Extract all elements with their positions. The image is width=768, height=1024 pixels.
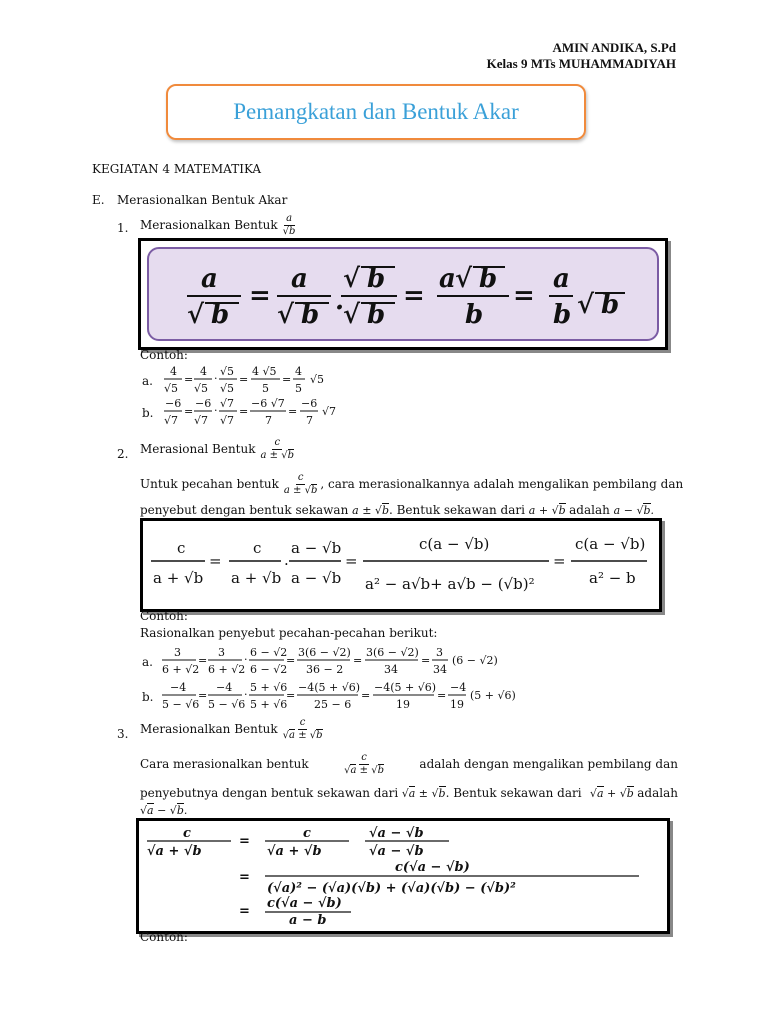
para2-expr-1: a ± √b <box>352 504 389 517</box>
svg-text:√5: √5 <box>220 382 235 395</box>
para2-expr-3: a − √b. <box>613 504 654 517</box>
svg-text:3: 3 <box>174 646 181 659</box>
svg-text:√7: √7 <box>164 414 179 427</box>
activity-heading: KEGIATAN 4 MATEMATIKA <box>92 162 262 176</box>
page-title: Pemangkatan dan Bentuk Akar <box>233 99 519 124</box>
svg-text:√: √ <box>277 300 295 330</box>
svg-text:=: = <box>553 552 566 570</box>
para3-expr-3: √a − √b. <box>140 804 188 817</box>
example-1b-math <box>162 396 362 428</box>
svg-text:√a − √b: √a − √b <box>369 844 424 859</box>
svg-text:a: a <box>553 264 570 294</box>
svg-text:7: 7 <box>306 414 313 427</box>
svg-text:a² − b: a² − b <box>589 569 636 587</box>
svg-text:=: = <box>513 281 535 311</box>
item-1-number: 1. <box>117 221 129 235</box>
svg-text:(6 − √2): (6 − √2) <box>452 654 498 667</box>
svg-text:7: 7 <box>265 414 272 427</box>
item-2-heading <box>140 437 297 461</box>
author-name: AMIN ANDIKA, S.Pd <box>552 40 676 55</box>
svg-text:4: 4 <box>200 365 207 378</box>
svg-text:−4(5 + √6): −4(5 + √6) <box>374 681 437 694</box>
para3-text-3: penyebutnya dengan bentuk sekawan dari <box>140 786 399 800</box>
svg-text:√5: √5 <box>310 373 325 386</box>
school-name: Kelas 9 MTs MUHAMMADIYAH <box>486 56 676 71</box>
svg-text:3(6 − √2): 3(6 − √2) <box>366 646 419 659</box>
svg-text:a: a <box>201 264 218 294</box>
svg-text:√a + √b: √a + √b <box>267 844 322 859</box>
svg-text:=: = <box>184 405 194 418</box>
svg-text:b: b <box>465 300 484 330</box>
example-2a-label: a. <box>142 655 153 669</box>
para2-text-1: Untuk pecahan bentuk <box>140 477 279 491</box>
svg-text:4: 4 <box>295 365 302 378</box>
svg-text:√7: √7 <box>322 405 337 418</box>
svg-text:=: = <box>286 689 296 702</box>
svg-text:=: = <box>239 870 250 885</box>
svg-text:c(a − √b): c(a − √b) <box>419 535 490 553</box>
svg-text:5 − √6: 5 − √6 <box>208 698 246 711</box>
svg-text:=: = <box>437 689 447 702</box>
example-1b-label: b. <box>142 406 154 420</box>
svg-text:=: = <box>198 689 208 702</box>
svg-text:6 − √2: 6 − √2 <box>250 663 288 676</box>
svg-text:5 + √6: 5 + √6 <box>250 681 288 694</box>
item-1-heading <box>140 213 298 237</box>
svg-text:·: · <box>244 688 248 701</box>
svg-text:3(6 − √2): 3(6 − √2) <box>298 646 351 659</box>
paragraph-2-line-2 <box>140 503 654 517</box>
svg-text:(5 + √6): (5 + √6) <box>470 689 516 702</box>
item-2-fraction: $\frac{c}{a \pm √b}$ <box>260 437 294 461</box>
para2-text-5: adalah <box>569 503 610 517</box>
svg-text:=: = <box>209 552 222 570</box>
formula-2-graphic <box>143 521 653 603</box>
svg-text:c: c <box>177 539 186 557</box>
item-2-label: Merasional Bentuk <box>140 442 256 456</box>
svg-text:=: = <box>403 281 425 311</box>
svg-text:√: √ <box>577 290 595 320</box>
svg-text:5 − √6: 5 − √6 <box>162 698 200 711</box>
formula-box-3 <box>136 818 670 934</box>
para2-fraction: $\frac{c}{a \pm √b}$ <box>283 472 318 496</box>
svg-text:a − b: a − b <box>289 913 327 925</box>
svg-text:6 + √2: 6 + √2 <box>162 663 200 676</box>
item-3-fraction: $\frac{c}{√a \pm √b}$ <box>282 717 323 741</box>
svg-text:c: c <box>253 539 262 557</box>
svg-text:√a + √b: √a + √b <box>147 844 202 859</box>
svg-text:=: = <box>184 373 194 386</box>
example-1a-label: a. <box>142 374 153 388</box>
svg-text:=: = <box>282 373 292 386</box>
para2-text-3: penyebut dengan bentuk sekawan <box>140 503 349 517</box>
svg-text:5: 5 <box>262 382 269 395</box>
svg-text:19: 19 <box>450 698 464 711</box>
svg-text:−6: −6 <box>165 397 182 410</box>
para3-text-5: adalah <box>637 786 678 800</box>
para2-text-4: . Bentuk sekawan dari <box>388 503 525 517</box>
paragraph-2-line-1 <box>140 472 684 496</box>
svg-text:=: = <box>239 373 249 386</box>
svg-text:19: 19 <box>396 698 410 711</box>
svg-text:a − √b: a − √b <box>291 539 342 557</box>
example-2a-math <box>160 644 560 678</box>
svg-text:=: = <box>361 689 371 702</box>
svg-text:=: = <box>288 405 298 418</box>
contoh-label-3: Contoh: <box>140 930 188 944</box>
example-2b-math <box>160 679 580 713</box>
svg-text:a − √b: a − √b <box>291 569 342 587</box>
item-3-label: Merasionalkan Bentuk <box>140 722 278 736</box>
svg-text:√5: √5 <box>164 382 179 395</box>
svg-text:a: a <box>439 264 456 294</box>
svg-text:=: = <box>353 654 363 667</box>
svg-text:b: b <box>301 300 320 330</box>
svg-text:=: = <box>249 281 271 311</box>
svg-text:·: · <box>214 404 218 417</box>
svg-text:=: = <box>239 904 250 919</box>
svg-text:√7: √7 <box>194 414 209 427</box>
svg-text:a + √b: a + √b <box>153 569 204 587</box>
item-1-label: Merasionalkan Bentuk <box>140 218 278 232</box>
svg-text:34: 34 <box>433 663 447 676</box>
svg-text:√a − √b: √a − √b <box>369 826 424 841</box>
para3-text-1: Cara merasionalkan bentuk <box>140 757 309 771</box>
svg-text:c(√a − √b): c(√a − √b) <box>267 896 342 911</box>
example-1a-math <box>162 364 342 396</box>
svg-text:=: = <box>345 552 358 570</box>
svg-text:6 + √2: 6 + √2 <box>208 663 246 676</box>
para3-fraction: $\frac{c}{√a \pm √b}$ <box>344 752 384 776</box>
svg-text:b: b <box>211 300 230 330</box>
svg-text:4 √5: 4 √5 <box>252 365 277 378</box>
svg-text:√5: √5 <box>194 382 209 395</box>
svg-text:5 + √6: 5 + √6 <box>250 698 288 711</box>
svg-text:a² − a√b+ a√b − (√b)²: a² − a√b+ a√b − (√b)² <box>365 575 535 593</box>
svg-text:=: = <box>239 405 249 418</box>
para3-expr-2: √a + √b <box>589 787 634 800</box>
svg-text:−4: −4 <box>450 681 467 694</box>
svg-text:·: · <box>244 653 248 666</box>
para2-text-2: , cara merasionalkannya adalah mengalikan pembilang dan <box>320 477 684 491</box>
item-2-number: 2. <box>117 447 129 461</box>
svg-text:c(√a − √b): c(√a − √b) <box>395 860 470 875</box>
svg-text:b: b <box>367 300 386 330</box>
svg-text:−4(5 + √6): −4(5 + √6) <box>298 681 361 694</box>
para2-expr-2: a + √b <box>528 504 566 517</box>
item-3-heading <box>140 717 326 741</box>
svg-text:4: 4 <box>170 365 177 378</box>
svg-text:=: = <box>286 654 296 667</box>
svg-text:5: 5 <box>295 382 302 395</box>
svg-text:√: √ <box>343 264 361 294</box>
svg-text:√5: √5 <box>220 365 235 378</box>
para3-text-4: . Bentuk sekawan dari <box>445 786 582 800</box>
paragraph-3-line-1 <box>140 752 678 776</box>
paragraph-3-line-2 <box>140 786 678 800</box>
section-heading: Merasionalkan Bentuk Akar <box>117 193 288 207</box>
formula-box-1 <box>138 238 668 350</box>
formula-box-2 <box>140 518 662 612</box>
svg-text:b: b <box>601 290 620 320</box>
svg-text:3: 3 <box>436 646 443 659</box>
contoh-label-2: Contoh: <box>140 609 188 623</box>
formula-1-graphic <box>149 249 657 337</box>
svg-text:a + √b: a + √b <box>231 569 282 587</box>
svg-text:.: . <box>335 286 345 316</box>
svg-text:−4: −4 <box>216 681 233 694</box>
svg-text:34: 34 <box>384 663 398 676</box>
svg-text:c(a − √b): c(a − √b) <box>575 535 646 553</box>
svg-text:√: √ <box>187 300 205 330</box>
svg-text:c: c <box>183 826 191 841</box>
svg-text:−6: −6 <box>195 397 212 410</box>
svg-text:√: √ <box>455 264 473 294</box>
svg-text:√7: √7 <box>220 397 235 410</box>
svg-text:36 − 2: 36 − 2 <box>306 663 344 676</box>
svg-text:.: . <box>284 551 289 569</box>
contoh-2-intro: Rasionalkan penyebut pecahan-pecahan berikut: <box>140 626 438 640</box>
svg-text:(√a)² − (√a)(√b) + (√a)(√b) −: (√a)² − (√a)(√b) + (√a)(√b) − (√b)² <box>267 881 516 896</box>
svg-text:a: a <box>291 264 308 294</box>
svg-text:−4: −4 <box>170 681 187 694</box>
svg-text:b: b <box>367 264 386 294</box>
title-box <box>166 84 586 140</box>
svg-text:=: = <box>239 834 250 849</box>
svg-text:b: b <box>479 264 498 294</box>
section-letter: E. <box>92 193 105 207</box>
svg-text:√7: √7 <box>220 414 235 427</box>
example-2b-label: b. <box>142 690 154 704</box>
svg-text:=: = <box>198 654 208 667</box>
svg-text:3: 3 <box>218 646 225 659</box>
item-1-fraction: $\frac{a}{√b}$ <box>282 213 296 237</box>
para3-expr-1: √a ± √b <box>398 787 446 800</box>
svg-text:=: = <box>421 654 431 667</box>
svg-text:c: c <box>303 826 311 841</box>
svg-text:6 − √2: 6 − √2 <box>250 646 288 659</box>
svg-text:b: b <box>553 300 572 330</box>
item-3-number: 3. <box>117 727 129 741</box>
contoh-label-1: Contoh: <box>140 348 188 362</box>
formula-3-graphic <box>139 821 661 925</box>
svg-text:·: · <box>214 372 218 385</box>
svg-text:√: √ <box>343 300 361 330</box>
svg-text:−6 √7: −6 √7 <box>251 397 285 410</box>
svg-text:−6: −6 <box>301 397 318 410</box>
svg-text:25 − 6: 25 − 6 <box>314 698 352 711</box>
para3-text-2: adalah dengan mengalikan pembilang dan <box>419 757 678 771</box>
